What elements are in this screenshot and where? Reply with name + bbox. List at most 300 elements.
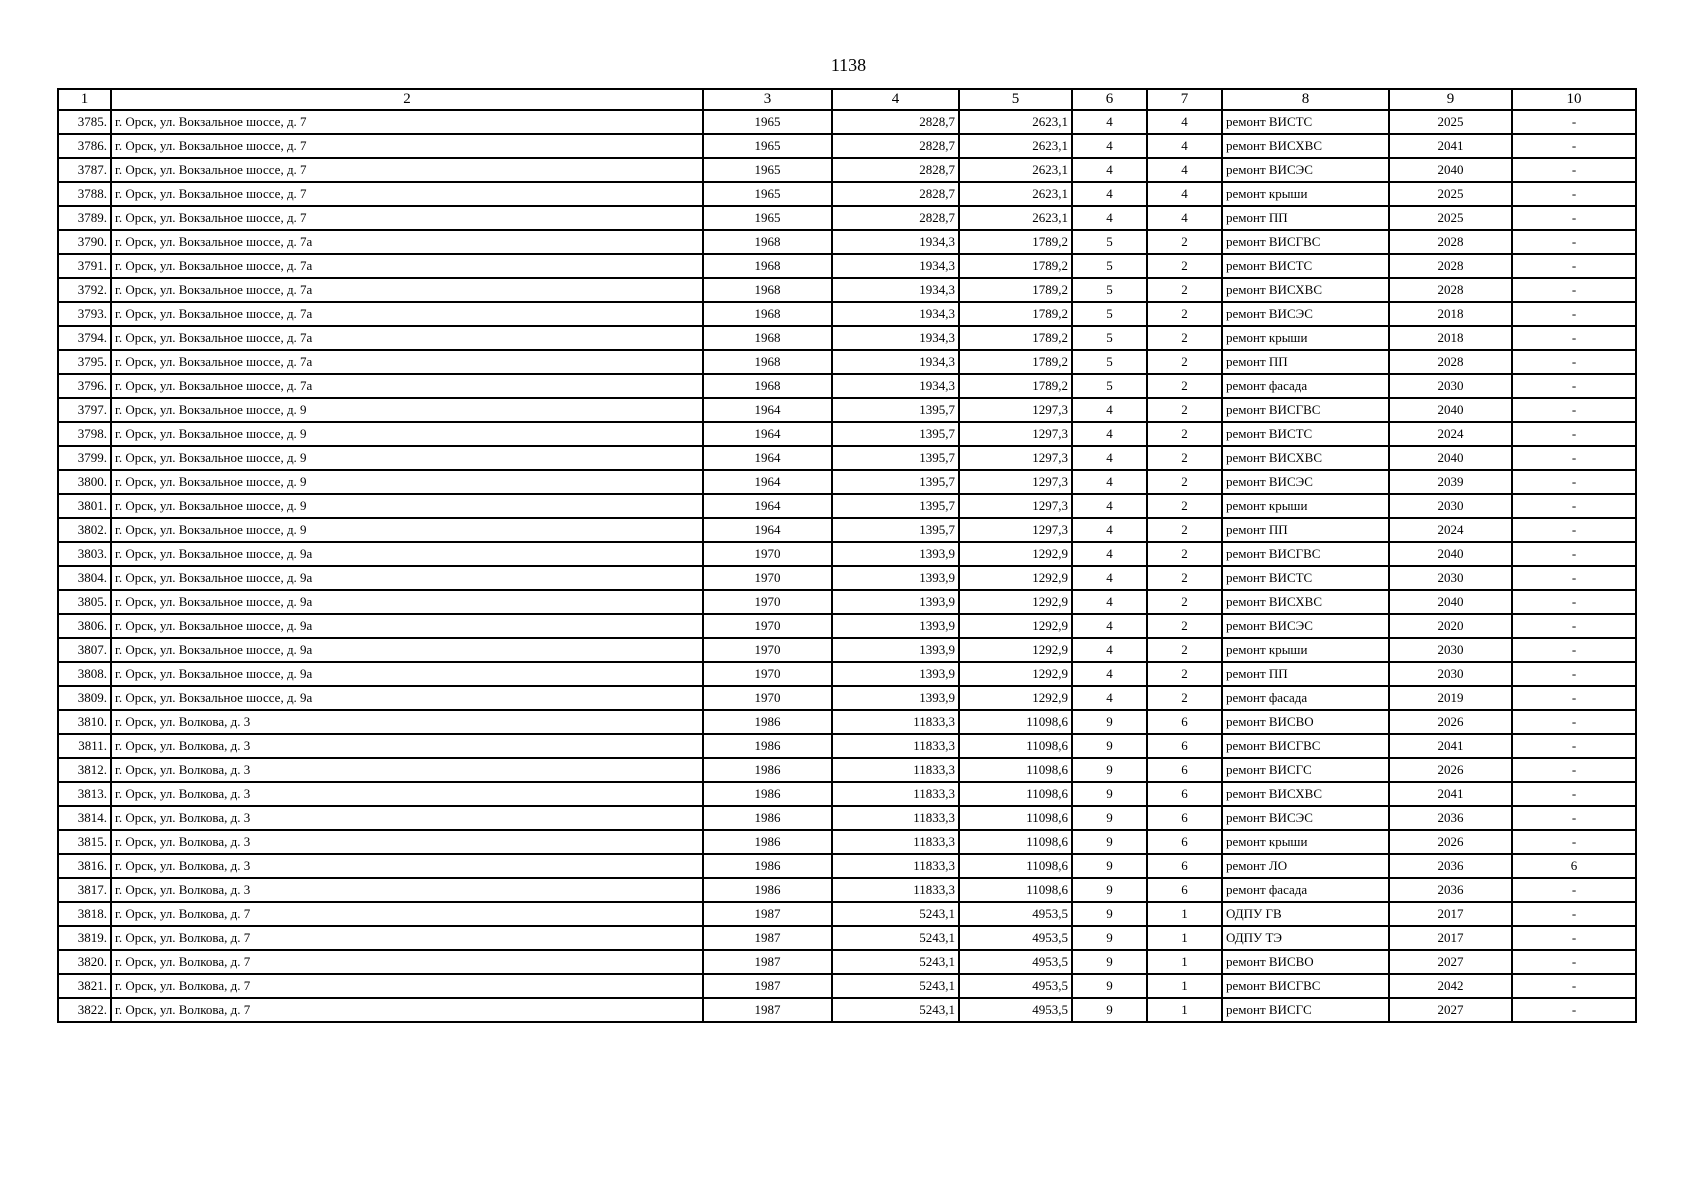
floors-cell: 5 xyxy=(1072,254,1147,278)
living-area-cell: 2623,1 xyxy=(959,110,1072,134)
note-cell: - xyxy=(1512,638,1636,662)
planned-year-cell: 2018 xyxy=(1389,302,1512,326)
work-type-cell: ОДПУ ГВ xyxy=(1222,902,1389,926)
note-cell: - xyxy=(1512,590,1636,614)
year-cell: 1964 xyxy=(703,470,832,494)
table-row xyxy=(58,830,1636,854)
total-area-cell: 1393,9 xyxy=(832,566,959,590)
year-cell: 1968 xyxy=(703,278,832,302)
living-area-cell: 11098,6 xyxy=(959,830,1072,854)
floors-cell: 4 xyxy=(1072,134,1147,158)
entrances-cell: 2 xyxy=(1147,470,1222,494)
row-number-cell: 3805. xyxy=(58,590,111,614)
work-type-cell: ремонт ВИСТС xyxy=(1222,566,1389,590)
column-header: 7 xyxy=(1147,89,1222,110)
entrances-cell: 2 xyxy=(1147,542,1222,566)
year-cell: 1970 xyxy=(703,662,832,686)
note-cell: - xyxy=(1512,134,1636,158)
table-row xyxy=(58,494,1636,518)
work-type-cell: ремонт ВИСГВС xyxy=(1222,974,1389,998)
entrances-cell: 1 xyxy=(1147,902,1222,926)
address-cell: г. Орск, ул. Вокзальное шоссе, д. 7 xyxy=(111,206,703,230)
living-area-cell: 2623,1 xyxy=(959,134,1072,158)
entrances-cell: 4 xyxy=(1147,158,1222,182)
table-row xyxy=(58,782,1636,806)
row-number-cell: 3791. xyxy=(58,254,111,278)
year-cell: 1965 xyxy=(703,182,832,206)
floors-cell: 4 xyxy=(1072,446,1147,470)
entrances-cell: 2 xyxy=(1147,350,1222,374)
total-area-cell: 2828,7 xyxy=(832,206,959,230)
address-cell: г. Орск, ул. Вокзальное шоссе, д. 9а xyxy=(111,686,703,710)
note-cell: - xyxy=(1512,758,1636,782)
work-type-cell: ремонт ВИСГС xyxy=(1222,758,1389,782)
note-cell: - xyxy=(1512,446,1636,470)
floors-cell: 9 xyxy=(1072,854,1147,878)
year-cell: 1970 xyxy=(703,542,832,566)
total-area-cell: 11833,3 xyxy=(832,830,959,854)
work-type-cell: ремонт крыши xyxy=(1222,494,1389,518)
row-number-cell: 3820. xyxy=(58,950,111,974)
floors-cell: 9 xyxy=(1072,830,1147,854)
year-cell: 1986 xyxy=(703,734,832,758)
work-type-cell: ремонт ВИСЭС xyxy=(1222,158,1389,182)
planned-year-cell: 2018 xyxy=(1389,326,1512,350)
table-row xyxy=(58,758,1636,782)
total-area-cell: 1395,7 xyxy=(832,446,959,470)
entrances-cell: 2 xyxy=(1147,614,1222,638)
address-cell: г. Орск, ул. Вокзальное шоссе, д. 9 xyxy=(111,470,703,494)
planned-year-cell: 2024 xyxy=(1389,422,1512,446)
note-cell: - xyxy=(1512,974,1636,998)
work-type-cell: ремонт ВИСХВС xyxy=(1222,446,1389,470)
work-type-cell: ремонт ВИСХВС xyxy=(1222,278,1389,302)
floors-cell: 4 xyxy=(1072,590,1147,614)
year-cell: 1964 xyxy=(703,398,832,422)
note-cell: - xyxy=(1512,158,1636,182)
table-row xyxy=(58,686,1636,710)
table-row xyxy=(58,446,1636,470)
work-type-cell: ремонт фасада xyxy=(1222,374,1389,398)
floors-cell: 9 xyxy=(1072,806,1147,830)
floors-cell: 9 xyxy=(1072,734,1147,758)
entrances-cell: 6 xyxy=(1147,734,1222,758)
total-area-cell: 1393,9 xyxy=(832,542,959,566)
total-area-cell: 5243,1 xyxy=(832,926,959,950)
work-type-cell: ремонт ВИСЭС xyxy=(1222,470,1389,494)
address-cell: г. Орск, ул. Вокзальное шоссе, д. 7 xyxy=(111,158,703,182)
planned-year-cell: 2030 xyxy=(1389,374,1512,398)
row-number-cell: 3807. xyxy=(58,638,111,662)
table-row xyxy=(58,374,1636,398)
address-cell: г. Орск, ул. Вокзальное шоссе, д. 9 xyxy=(111,446,703,470)
year-cell: 1986 xyxy=(703,806,832,830)
table-row xyxy=(58,206,1636,230)
address-cell: г. Орск, ул. Волкова, д. 3 xyxy=(111,758,703,782)
note-cell: - xyxy=(1512,614,1636,638)
column-header: 3 xyxy=(703,89,832,110)
total-area-cell: 2828,7 xyxy=(832,182,959,206)
table-row xyxy=(58,614,1636,638)
floors-cell: 4 xyxy=(1072,494,1147,518)
planned-year-cell: 2028 xyxy=(1389,230,1512,254)
total-area-cell: 1934,3 xyxy=(832,350,959,374)
year-cell: 1987 xyxy=(703,926,832,950)
living-area-cell: 1292,9 xyxy=(959,614,1072,638)
table-row xyxy=(58,566,1636,590)
work-type-cell: ремонт фасада xyxy=(1222,878,1389,902)
year-cell: 1987 xyxy=(703,902,832,926)
table-row xyxy=(58,974,1636,998)
table-row xyxy=(58,878,1636,902)
floors-cell: 5 xyxy=(1072,326,1147,350)
year-cell: 1970 xyxy=(703,566,832,590)
note-cell: - xyxy=(1512,734,1636,758)
address-cell: г. Орск, ул. Волкова, д. 7 xyxy=(111,902,703,926)
entrances-cell: 2 xyxy=(1147,566,1222,590)
planned-year-cell: 2028 xyxy=(1389,278,1512,302)
total-area-cell: 11833,3 xyxy=(832,854,959,878)
planned-year-cell: 2026 xyxy=(1389,758,1512,782)
work-type-cell: ремонт ВИСГВС xyxy=(1222,734,1389,758)
note-cell: - xyxy=(1512,686,1636,710)
address-cell: г. Орск, ул. Волкова, д. 3 xyxy=(111,806,703,830)
row-number-cell: 3793. xyxy=(58,302,111,326)
table-row xyxy=(58,422,1636,446)
note-cell: - xyxy=(1512,710,1636,734)
entrances-cell: 2 xyxy=(1147,374,1222,398)
floors-cell: 4 xyxy=(1072,182,1147,206)
entrances-cell: 2 xyxy=(1147,686,1222,710)
work-type-cell: ремонт ВИСТС xyxy=(1222,422,1389,446)
address-cell: г. Орск, ул. Волкова, д. 3 xyxy=(111,878,703,902)
work-type-cell: ремонт фасада xyxy=(1222,686,1389,710)
year-cell: 1964 xyxy=(703,494,832,518)
table-row xyxy=(58,518,1636,542)
planned-year-cell: 2042 xyxy=(1389,974,1512,998)
planned-year-cell: 2017 xyxy=(1389,926,1512,950)
entrances-cell: 2 xyxy=(1147,302,1222,326)
total-area-cell: 1934,3 xyxy=(832,230,959,254)
living-area-cell: 1297,3 xyxy=(959,446,1072,470)
note-cell: - xyxy=(1512,470,1636,494)
address-cell: г. Орск, ул. Волкова, д. 3 xyxy=(111,734,703,758)
planned-year-cell: 2028 xyxy=(1389,254,1512,278)
row-number-cell: 3785. xyxy=(58,110,111,134)
year-cell: 1986 xyxy=(703,830,832,854)
planned-year-cell: 2036 xyxy=(1389,878,1512,902)
note-cell: - xyxy=(1512,878,1636,902)
work-type-cell: ремонт ВИСХВС xyxy=(1222,782,1389,806)
address-cell: г. Орск, ул. Вокзальное шоссе, д. 9а xyxy=(111,590,703,614)
address-cell: г. Орск, ул. Вокзальное шоссе, д. 7 xyxy=(111,182,703,206)
work-type-cell: ремонт ВИСХВС xyxy=(1222,590,1389,614)
note-cell: - xyxy=(1512,206,1636,230)
year-cell: 1965 xyxy=(703,134,832,158)
column-header: 8 xyxy=(1222,89,1389,110)
year-cell: 1968 xyxy=(703,254,832,278)
total-area-cell: 1934,3 xyxy=(832,254,959,278)
living-area-cell: 4953,5 xyxy=(959,926,1072,950)
entrances-cell: 6 xyxy=(1147,878,1222,902)
entrances-cell: 2 xyxy=(1147,638,1222,662)
note-cell: - xyxy=(1512,374,1636,398)
row-number-cell: 3819. xyxy=(58,926,111,950)
planned-year-cell: 2041 xyxy=(1389,782,1512,806)
floors-cell: 4 xyxy=(1072,518,1147,542)
row-number-cell: 3798. xyxy=(58,422,111,446)
address-cell: г. Орск, ул. Вокзальное шоссе, д. 9а xyxy=(111,542,703,566)
planned-year-cell: 2026 xyxy=(1389,710,1512,734)
living-area-cell: 11098,6 xyxy=(959,782,1072,806)
total-area-cell: 1393,9 xyxy=(832,686,959,710)
table-row xyxy=(58,542,1636,566)
floors-cell: 4 xyxy=(1072,686,1147,710)
entrances-cell: 2 xyxy=(1147,446,1222,470)
work-type-cell: ремонт ВИСГС xyxy=(1222,998,1389,1022)
note-cell: - xyxy=(1512,806,1636,830)
address-cell: г. Орск, ул. Вокзальное шоссе, д. 7а xyxy=(111,350,703,374)
note-cell: - xyxy=(1512,950,1636,974)
row-number-cell: 3815. xyxy=(58,830,111,854)
work-type-cell: ремонт ПП xyxy=(1222,206,1389,230)
planned-year-cell: 2025 xyxy=(1389,206,1512,230)
entrances-cell: 4 xyxy=(1147,206,1222,230)
row-number-cell: 3806. xyxy=(58,614,111,638)
address-cell: г. Орск, ул. Волкова, д. 3 xyxy=(111,710,703,734)
work-type-cell: ремонт ВИСГВС xyxy=(1222,398,1389,422)
year-cell: 1968 xyxy=(703,302,832,326)
address-cell: г. Орск, ул. Волкова, д. 7 xyxy=(111,998,703,1022)
address-cell: г. Орск, ул. Вокзальное шоссе, д. 9а xyxy=(111,566,703,590)
total-area-cell: 2828,7 xyxy=(832,158,959,182)
living-area-cell: 1292,9 xyxy=(959,662,1072,686)
entrances-cell: 6 xyxy=(1147,782,1222,806)
row-number-cell: 3810. xyxy=(58,710,111,734)
work-type-cell: ремонт ВИСХВС xyxy=(1222,134,1389,158)
living-area-cell: 1292,9 xyxy=(959,686,1072,710)
year-cell: 1964 xyxy=(703,422,832,446)
living-area-cell: 1292,9 xyxy=(959,542,1072,566)
address-cell: г. Орск, ул. Вокзальное шоссе, д. 9 xyxy=(111,518,703,542)
floors-cell: 9 xyxy=(1072,926,1147,950)
note-cell: - xyxy=(1512,662,1636,686)
planned-year-cell: 2019 xyxy=(1389,686,1512,710)
entrances-cell: 1 xyxy=(1147,998,1222,1022)
planned-year-cell: 2020 xyxy=(1389,614,1512,638)
total-area-cell: 11833,3 xyxy=(832,710,959,734)
entrances-cell: 2 xyxy=(1147,662,1222,686)
year-cell: 1968 xyxy=(703,350,832,374)
total-area-cell: 11833,3 xyxy=(832,782,959,806)
column-header: 5 xyxy=(959,89,1072,110)
total-area-cell: 1395,7 xyxy=(832,398,959,422)
planned-year-cell: 2017 xyxy=(1389,902,1512,926)
note-cell: - xyxy=(1512,422,1636,446)
address-cell: г. Орск, ул. Волкова, д. 3 xyxy=(111,854,703,878)
row-number-cell: 3803. xyxy=(58,542,111,566)
row-number-cell: 3792. xyxy=(58,278,111,302)
column-header: 9 xyxy=(1389,89,1512,110)
row-number-cell: 3787. xyxy=(58,158,111,182)
work-type-cell: ремонт ВИСЭС xyxy=(1222,614,1389,638)
row-number-cell: 3804. xyxy=(58,566,111,590)
row-number-cell: 3813. xyxy=(58,782,111,806)
address-cell: г. Орск, ул. Вокзальное шоссе, д. 7а xyxy=(111,302,703,326)
entrances-cell: 1 xyxy=(1147,950,1222,974)
row-number-cell: 3802. xyxy=(58,518,111,542)
address-cell: г. Орск, ул. Вокзальное шоссе, д. 9 xyxy=(111,422,703,446)
living-area-cell: 4953,5 xyxy=(959,998,1072,1022)
table-body xyxy=(58,110,1636,1022)
floors-cell: 9 xyxy=(1072,998,1147,1022)
living-area-cell: 1789,2 xyxy=(959,350,1072,374)
living-area-cell: 1789,2 xyxy=(959,374,1072,398)
year-cell: 1987 xyxy=(703,950,832,974)
planned-year-cell: 2030 xyxy=(1389,566,1512,590)
planned-year-cell: 2040 xyxy=(1389,398,1512,422)
floors-cell: 5 xyxy=(1072,374,1147,398)
table-row xyxy=(58,182,1636,206)
note-cell: - xyxy=(1512,398,1636,422)
floors-cell: 4 xyxy=(1072,614,1147,638)
row-number-cell: 3801. xyxy=(58,494,111,518)
row-number-cell: 3794. xyxy=(58,326,111,350)
work-type-cell: ремонт ВИСТС xyxy=(1222,110,1389,134)
row-number-cell: 3789. xyxy=(58,206,111,230)
planned-year-cell: 2040 xyxy=(1389,590,1512,614)
entrances-cell: 2 xyxy=(1147,326,1222,350)
table-row xyxy=(58,134,1636,158)
row-number-cell: 3795. xyxy=(58,350,111,374)
work-type-cell: ремонт ВИСТС xyxy=(1222,254,1389,278)
planned-year-cell: 2040 xyxy=(1389,158,1512,182)
floors-cell: 4 xyxy=(1072,638,1147,662)
table-row xyxy=(58,254,1636,278)
year-cell: 1986 xyxy=(703,782,832,806)
table-row xyxy=(58,302,1636,326)
year-cell: 1968 xyxy=(703,230,832,254)
floors-cell: 4 xyxy=(1072,422,1147,446)
year-cell: 1968 xyxy=(703,374,832,398)
living-area-cell: 4953,5 xyxy=(959,974,1072,998)
living-area-cell: 1789,2 xyxy=(959,278,1072,302)
planned-year-cell: 2040 xyxy=(1389,446,1512,470)
work-type-cell: ремонт крыши xyxy=(1222,638,1389,662)
living-area-cell: 11098,6 xyxy=(959,758,1072,782)
floors-cell: 9 xyxy=(1072,710,1147,734)
row-number-cell: 3809. xyxy=(58,686,111,710)
floors-cell: 9 xyxy=(1072,758,1147,782)
work-type-cell: ремонт крыши xyxy=(1222,326,1389,350)
address-cell: г. Орск, ул. Вокзальное шоссе, д. 7а xyxy=(111,374,703,398)
note-cell: - xyxy=(1512,302,1636,326)
year-cell: 1970 xyxy=(703,686,832,710)
planned-year-cell: 2024 xyxy=(1389,518,1512,542)
floors-cell: 5 xyxy=(1072,230,1147,254)
table-row xyxy=(58,398,1636,422)
living-area-cell: 2623,1 xyxy=(959,158,1072,182)
note-cell: - xyxy=(1512,494,1636,518)
entrances-cell: 6 xyxy=(1147,806,1222,830)
living-area-cell: 1292,9 xyxy=(959,566,1072,590)
floors-cell: 9 xyxy=(1072,974,1147,998)
living-area-cell: 1297,3 xyxy=(959,494,1072,518)
note-cell: - xyxy=(1512,278,1636,302)
table-row xyxy=(58,278,1636,302)
table-row xyxy=(58,950,1636,974)
row-number-cell: 3814. xyxy=(58,806,111,830)
planned-year-cell: 2026 xyxy=(1389,830,1512,854)
address-cell: г. Орск, ул. Волкова, д. 7 xyxy=(111,974,703,998)
note-cell: 6 xyxy=(1512,854,1636,878)
planned-year-cell: 2028 xyxy=(1389,350,1512,374)
entrances-cell: 2 xyxy=(1147,254,1222,278)
floors-cell: 5 xyxy=(1072,350,1147,374)
table-row xyxy=(58,350,1636,374)
row-number-cell: 3797. xyxy=(58,398,111,422)
work-type-cell: ремонт ПП xyxy=(1222,350,1389,374)
address-cell: г. Орск, ул. Волкова, д. 7 xyxy=(111,926,703,950)
floors-cell: 9 xyxy=(1072,902,1147,926)
row-number-cell: 3799. xyxy=(58,446,111,470)
year-cell: 1965 xyxy=(703,158,832,182)
floors-cell: 4 xyxy=(1072,398,1147,422)
note-cell: - xyxy=(1512,326,1636,350)
year-cell: 1986 xyxy=(703,710,832,734)
entrances-cell: 2 xyxy=(1147,278,1222,302)
row-number-cell: 3788. xyxy=(58,182,111,206)
address-cell: г. Орск, ул. Вокзальное шоссе, д. 9 xyxy=(111,398,703,422)
note-cell: - xyxy=(1512,926,1636,950)
year-cell: 1986 xyxy=(703,854,832,878)
total-area-cell: 11833,3 xyxy=(832,806,959,830)
entrances-cell: 2 xyxy=(1147,422,1222,446)
address-cell: г. Орск, ул. Вокзальное шоссе, д. 7а xyxy=(111,278,703,302)
total-area-cell: 1395,7 xyxy=(832,518,959,542)
work-type-cell: ремонт ЛО xyxy=(1222,854,1389,878)
entrances-cell: 4 xyxy=(1147,182,1222,206)
work-type-cell: ремонт ВИСЭС xyxy=(1222,806,1389,830)
address-cell: г. Орск, ул. Вокзальное шоссе, д. 9а xyxy=(111,614,703,638)
living-area-cell: 11098,6 xyxy=(959,806,1072,830)
floors-cell: 4 xyxy=(1072,470,1147,494)
floors-cell: 9 xyxy=(1072,878,1147,902)
entrances-cell: 2 xyxy=(1147,398,1222,422)
note-cell: - xyxy=(1512,350,1636,374)
entrances-cell: 6 xyxy=(1147,710,1222,734)
table-row xyxy=(58,998,1636,1022)
entrances-cell: 2 xyxy=(1147,230,1222,254)
total-area-cell: 5243,1 xyxy=(832,974,959,998)
row-number-cell: 3786. xyxy=(58,134,111,158)
row-number-cell: 3790. xyxy=(58,230,111,254)
table-row xyxy=(58,326,1636,350)
entrances-cell: 6 xyxy=(1147,758,1222,782)
table-row xyxy=(58,662,1636,686)
work-type-cell: ремонт ПП xyxy=(1222,518,1389,542)
header-row xyxy=(58,89,1636,110)
year-cell: 1987 xyxy=(703,998,832,1022)
address-cell: г. Орск, ул. Вокзальное шоссе, д. 7а xyxy=(111,230,703,254)
living-area-cell: 1789,2 xyxy=(959,254,1072,278)
total-area-cell: 1393,9 xyxy=(832,638,959,662)
total-area-cell: 1395,7 xyxy=(832,494,959,518)
planned-year-cell: 2025 xyxy=(1389,182,1512,206)
total-area-cell: 1934,3 xyxy=(832,302,959,326)
table-row xyxy=(58,926,1636,950)
address-cell: г. Орск, ул. Волкова, д. 3 xyxy=(111,830,703,854)
